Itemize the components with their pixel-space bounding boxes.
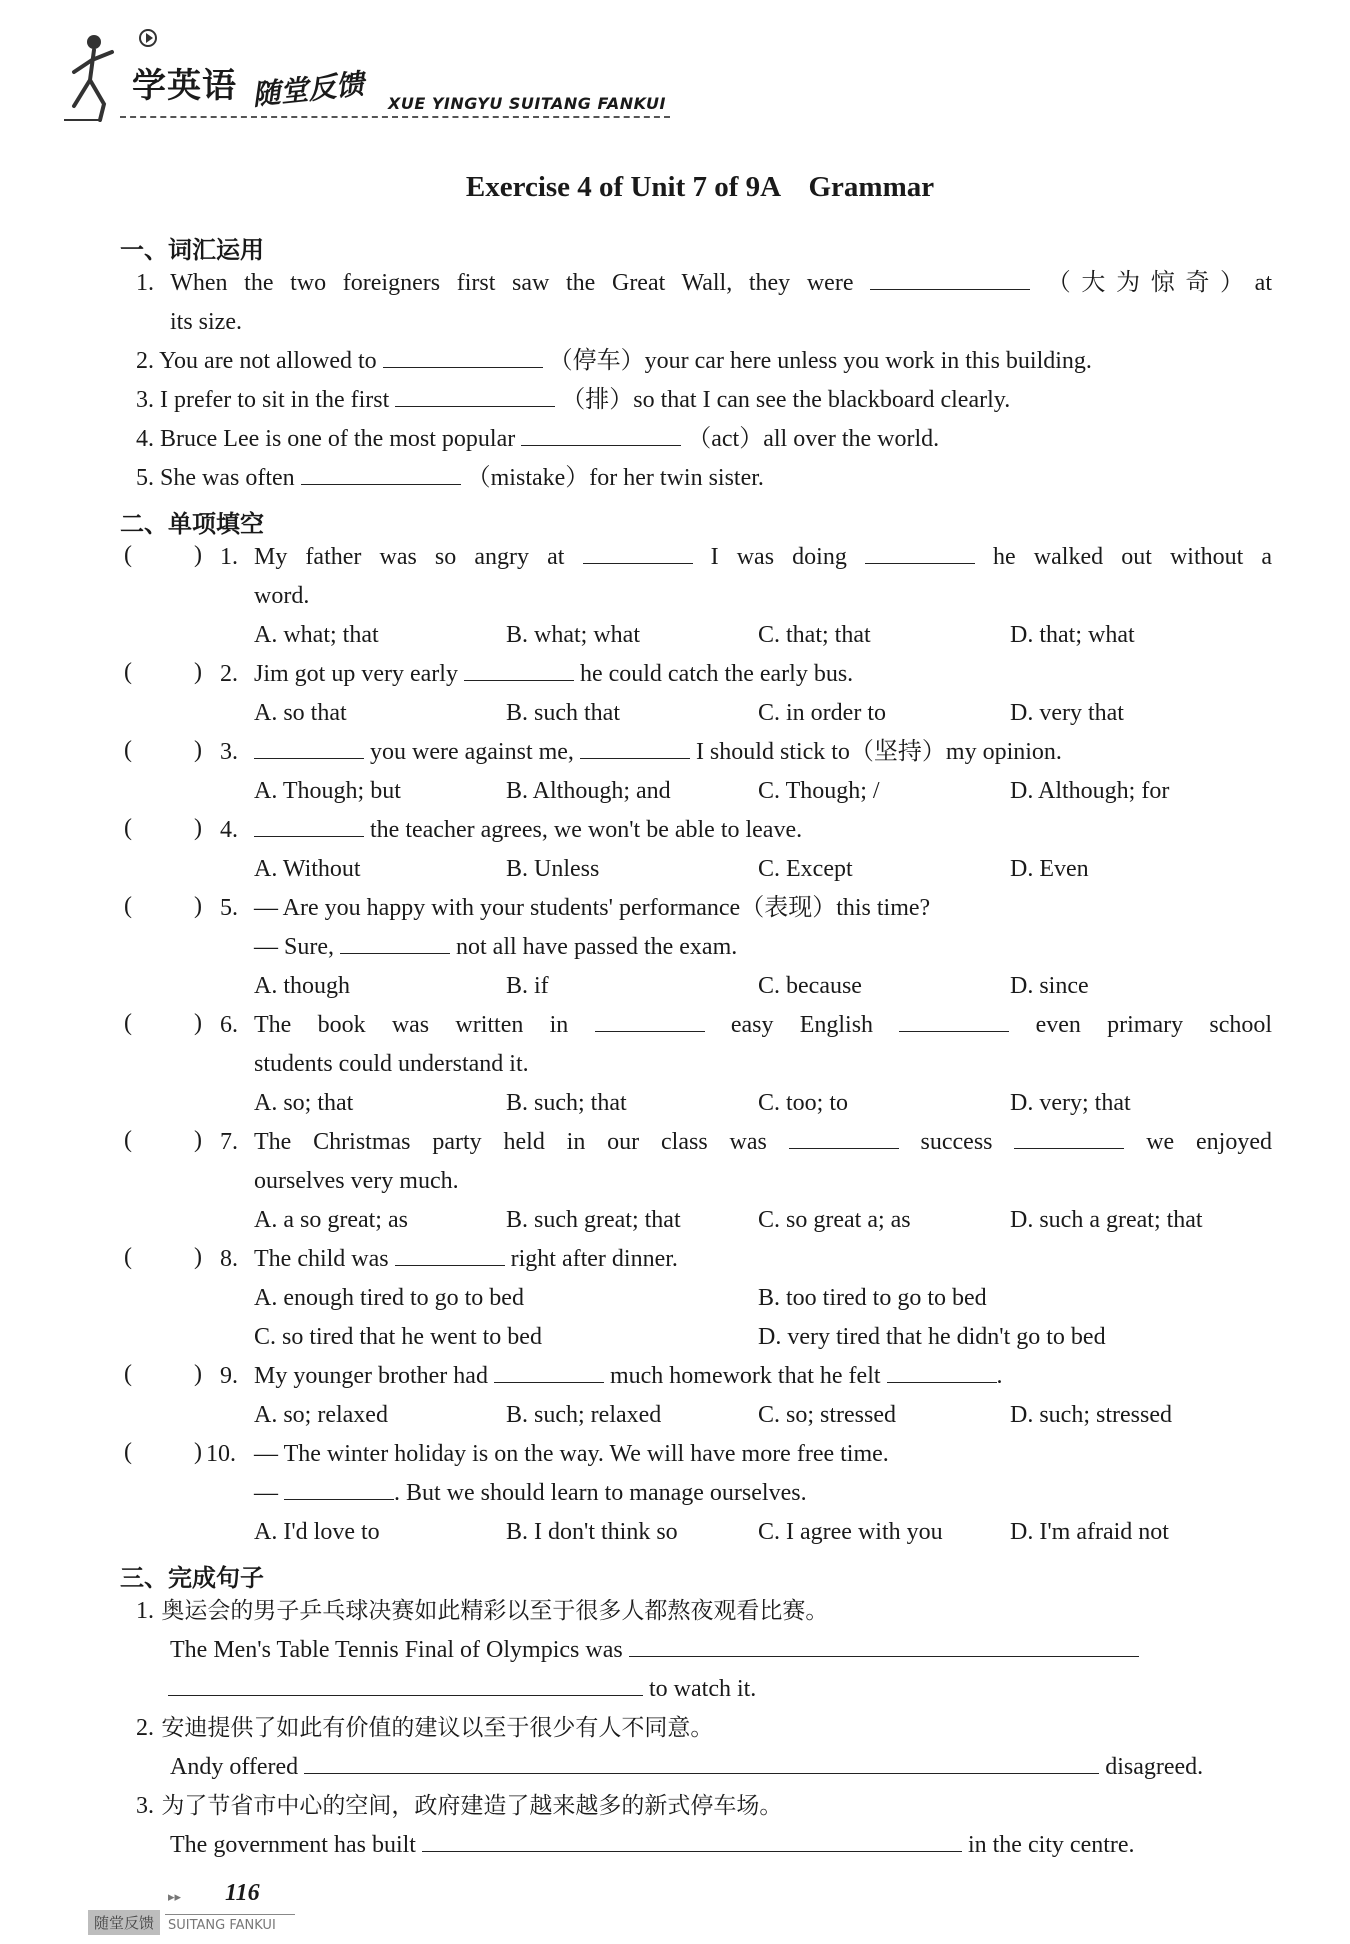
answer-blank[interactable] — [254, 818, 364, 837]
option-c[interactable]: C. so great a; as — [758, 1207, 911, 1233]
mc-question-10-reply: — . But we should learn to manage ourselves. — [254, 1480, 807, 1506]
section-heading-1: 一、词汇运用 — [120, 236, 264, 264]
mc-options-5 — [254, 971, 1274, 1001]
answer-paren-open[interactable]: ( — [124, 1439, 132, 1465]
mc-question-2: Jim got up very early he could catch the early bus. — [254, 661, 854, 687]
mc-number: 8. — [220, 1246, 238, 1272]
answer-blank[interactable] — [870, 271, 1030, 290]
mc-options-7 — [254, 1205, 1274, 1235]
option-b[interactable]: B. if — [506, 973, 549, 999]
mc-question-4: the teacher agrees, we won't be able to leave. — [254, 815, 802, 845]
mc-options-8-row-1 — [254, 1283, 1274, 1313]
option-b[interactable]: B. such; that — [506, 1090, 627, 1116]
header-title: 学英语 — [132, 66, 237, 106]
answer-blank[interactable] — [583, 545, 693, 564]
option-b[interactable]: B. such; relaxed — [506, 1402, 662, 1428]
option-c[interactable]: C. Except — [758, 856, 853, 882]
answer-paren-close: ) — [194, 893, 202, 919]
answer-paren-open[interactable]: ( — [124, 659, 132, 685]
option-d[interactable]: D. Even — [1010, 856, 1089, 882]
vocab-item-2: 2. You are not allowed to （停车）your car here unless you work in this building. — [136, 348, 1092, 374]
option-d[interactable]: D. that; what — [1010, 622, 1135, 648]
section-heading-3: 三、完成句子 — [120, 1564, 264, 1592]
mc-question-5: — Are you happy with your students' performance（表现）this time? — [254, 895, 931, 921]
mc-number: 9. — [220, 1363, 238, 1389]
mc-question-6: The book was written in easy English even primary school — [254, 1012, 1273, 1038]
option-a[interactable]: A. Though; but — [254, 778, 401, 804]
answer-blank[interactable] — [865, 545, 975, 564]
answer-line[interactable] — [304, 1755, 1099, 1774]
option-b[interactable]: B. Unless — [506, 856, 600, 882]
answer-blank[interactable] — [521, 427, 681, 446]
mc-number: 4. — [220, 817, 238, 843]
answer-paren-open[interactable]: ( — [124, 1010, 132, 1036]
mc-question-3: you were against me, I should stick to（坚持）my opinion. — [254, 737, 1062, 767]
footer-tag: 随堂反馈 — [88, 1910, 160, 1935]
mc-options-3 — [254, 776, 1274, 806]
arrow-icon: ▸▸ — [168, 1890, 182, 1905]
option-b[interactable]: B. too tired to go to bed — [758, 1285, 987, 1311]
option-d[interactable]: D. I'm afraid not — [1010, 1519, 1169, 1545]
answer-paren-open[interactable]: ( — [124, 737, 132, 763]
option-c[interactable]: C. too; to — [758, 1090, 849, 1116]
mc-question-8: The child was right after dinner. — [254, 1246, 678, 1272]
answer-line[interactable] — [168, 1677, 643, 1696]
answer-paren-close: ) — [194, 1127, 202, 1153]
answer-paren-close: ) — [194, 815, 202, 841]
option-a[interactable]: A. so; that — [254, 1090, 354, 1116]
mc-question-5-reply: — Sure, not all have passed the exam. — [254, 934, 738, 960]
mc-question-7: The Christmas party held in our class was success we enjoyed — [254, 1129, 1272, 1155]
option-d[interactable]: D. very that — [1010, 700, 1124, 726]
option-b[interactable]: B. such that — [506, 700, 620, 726]
answer-paren-close: ) — [194, 1361, 202, 1387]
mc-question-1: My father was so angry at I was doing he walked out without a — [254, 544, 1273, 570]
translate-item-1-en: The Men's Table Tennis Final of Olympics was — [170, 1635, 1139, 1665]
vocab-item-1: 1. When the two foreigners first saw the Great Wall, they were （大为惊奇）at — [136, 270, 1272, 296]
translate-item-3-cn: 3. 为了节省市中心的空间，政府建造了越来越多的新式停车场。 — [136, 1793, 783, 1819]
answer-paren-close: ) — [194, 1439, 202, 1465]
answer-paren-open[interactable]: ( — [124, 1127, 132, 1153]
answer-blank[interactable] — [254, 740, 364, 759]
option-c[interactable]: C. so tired that he went to bed — [254, 1324, 542, 1350]
page-header — [60, 20, 680, 130]
mc-question-9: My younger brother had much homework that he felt . — [254, 1363, 1003, 1389]
answer-paren-open[interactable]: ( — [124, 893, 132, 919]
answer-blank[interactable] — [789, 1130, 899, 1149]
vocab-item-1-cont: its size. — [170, 309, 242, 335]
answer-paren-close: ) — [194, 1010, 202, 1036]
vocab-item-3: 3. I prefer to sit in the first （排）so that I can see the blackboard clearly. — [136, 387, 1011, 413]
answer-blank[interactable] — [464, 662, 574, 681]
answer-blank[interactable] — [580, 740, 690, 759]
option-a[interactable]: A. I'd love to — [254, 1519, 380, 1545]
option-a[interactable]: A. a so great; as — [254, 1207, 408, 1233]
answer-blank[interactable] — [1014, 1130, 1124, 1149]
answer-line[interactable] — [422, 1833, 962, 1852]
answer-blank[interactable] — [595, 1013, 705, 1032]
option-b[interactable]: B. Although; and — [506, 778, 671, 804]
answer-blank[interactable] — [301, 466, 461, 485]
mc-number: 3. — [220, 739, 238, 765]
translate-item-2-en: Andy offered disagreed. — [170, 1754, 1204, 1780]
answer-blank[interactable] — [284, 1481, 394, 1500]
answer-paren-close: ) — [194, 1244, 202, 1270]
vocab-item-4: 4. Bruce Lee is one of the most popular （act）all over the world. — [136, 426, 940, 452]
mc-number: 5. — [220, 895, 238, 921]
mc-number: 6. — [220, 1012, 238, 1038]
mc-options-9 — [254, 1400, 1274, 1430]
option-c[interactable]: C. Though; / — [758, 778, 880, 804]
option-c[interactable]: C. I agree with you — [758, 1519, 943, 1545]
answer-paren-open[interactable]: ( — [124, 815, 132, 841]
answer-blank[interactable] — [340, 935, 450, 954]
page-title: Exercise 4 of Unit 7 of 9A Grammar — [465, 171, 935, 203]
answer-blank[interactable] — [383, 349, 543, 368]
mc-options-10 — [254, 1517, 1274, 1547]
footer-divider — [165, 1914, 295, 1915]
mc-question-10: — The winter holiday is on the way. We will have more free time. — [254, 1441, 889, 1467]
option-d[interactable]: D. since — [1010, 973, 1089, 999]
translate-item-1-cn: 1. 奥运会的男子乒乓球决赛如此精彩以至于很多人都熬夜观看比赛。 — [136, 1598, 829, 1624]
answer-blank[interactable] — [395, 1247, 505, 1266]
option-d[interactable]: D. Although; for — [1010, 778, 1170, 804]
footer-subtitle: SUITANG FANKUI — [168, 1918, 276, 1933]
mc-question-7-cont: ourselves very much. — [254, 1168, 459, 1194]
option-c[interactable]: C. in order to — [758, 700, 886, 726]
answer-blank[interactable] — [899, 1013, 1009, 1032]
option-b[interactable]: B. such great; that — [506, 1207, 681, 1233]
translate-item-2-cn: 2. 安迪提供了如此有价值的建议以至于很少有人不同意。 — [136, 1715, 714, 1741]
option-c[interactable]: C. so; stressed — [758, 1402, 896, 1428]
answer-line[interactable] — [629, 1638, 1139, 1657]
option-a[interactable]: A. so that — [254, 700, 347, 726]
mc-options-2 — [254, 698, 1274, 728]
mc-options-6 — [254, 1088, 1274, 1118]
option-c[interactable]: C. that; that — [758, 622, 871, 648]
option-a[interactable]: A. so; relaxed — [254, 1402, 388, 1428]
mc-question-1-cont: word. — [254, 583, 310, 609]
translate-item-3-en: The government has built in the city centre. — [170, 1832, 1135, 1858]
option-b[interactable]: B. I don't think so — [506, 1519, 678, 1545]
option-b[interactable]: B. what; what — [506, 622, 640, 648]
mc-options-8-row-2 — [254, 1322, 1274, 1352]
mc-number: 2. — [220, 661, 238, 687]
option-a[interactable]: A. though — [254, 973, 350, 999]
mc-options-1 — [254, 620, 1274, 650]
mc-options-4 — [254, 854, 1274, 884]
option-a[interactable]: A. what; that — [254, 622, 379, 648]
answer-paren-close: ) — [194, 737, 202, 763]
option-a[interactable]: A. Without — [254, 856, 361, 882]
answer-paren-close: ) — [194, 659, 202, 685]
mc-question-6-cont: students could understand it. — [254, 1051, 529, 1077]
header-subtitle: 随堂反馈 — [250, 67, 366, 112]
option-a[interactable]: A. enough tired to go to bed — [254, 1285, 524, 1311]
option-d[interactable]: D. such; stressed — [1010, 1402, 1172, 1428]
answer-blank[interactable] — [395, 388, 555, 407]
answer-paren-close: ) — [194, 542, 202, 568]
answer-paren-open[interactable]: ( — [124, 542, 132, 568]
mc-number: 1. — [220, 544, 238, 570]
translate-item-1-en-cont: to watch it. — [168, 1674, 756, 1704]
option-d[interactable]: D. very; that — [1010, 1090, 1131, 1116]
option-d[interactable]: D. such a great; that — [1010, 1207, 1203, 1233]
option-c[interactable]: C. because — [758, 973, 862, 999]
vocab-item-5: 5. She was often （mistake）for her twin sister. — [136, 465, 764, 491]
answer-blank[interactable] — [887, 1364, 997, 1383]
header-divider — [120, 116, 670, 118]
section-heading-2: 二、单项填空 — [120, 510, 264, 538]
header-roman: XUE YINGYU SUITANG FANKUI — [388, 94, 666, 113]
answer-blank[interactable] — [494, 1364, 604, 1383]
answer-paren-open[interactable]: ( — [124, 1361, 132, 1387]
option-d[interactable]: D. very tired that he didn't go to bed — [758, 1324, 1106, 1350]
mc-number: 7. — [220, 1129, 238, 1155]
page-number: 116 — [225, 1880, 260, 1906]
mc-number: 10. — [206, 1441, 236, 1467]
answer-paren-open[interactable]: ( — [124, 1244, 132, 1270]
